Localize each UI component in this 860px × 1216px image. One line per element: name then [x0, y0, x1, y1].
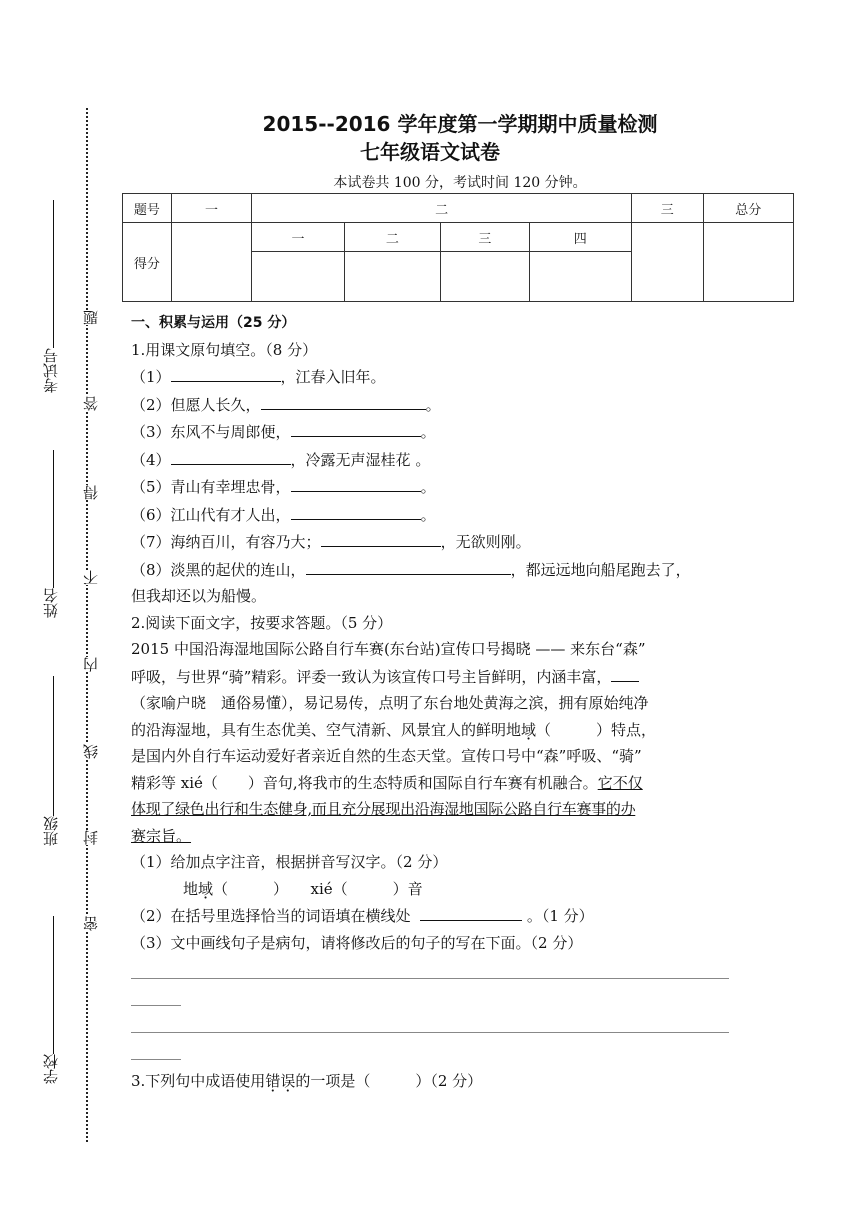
sub-question-3: （3）文中画线句子是病句，请将修改后的句子的写在下面。（2 分）	[131, 933, 583, 952]
answer-blank[interactable]	[611, 663, 639, 682]
fill-item-6: （6）江山代有才人出， 。	[131, 501, 731, 529]
binding-word: 不	[82, 570, 100, 585]
answer-blank[interactable]	[261, 391, 426, 410]
sub-question-1: （1）给加点字注音，根据拼音写汉字。（2 分）	[131, 853, 448, 871]
dotted-char: 误	[280, 1072, 296, 1090]
fill-item-2: （2）但愿人长久， 。	[131, 391, 731, 419]
exam-number-label: 考试号	[42, 348, 60, 393]
fill-item-8-continued: 但我却还以为船慢。	[131, 587, 267, 605]
exam-title: 2015--2016 学年度第一学期期中质量检测	[262, 112, 658, 136]
fill-item-1: （1） ，江春入旧年。	[131, 363, 731, 391]
passage-line: 的沿海湿地，具有生态优美、空气清新、风景宜人的鲜明地域（ ）特点，	[131, 720, 657, 739]
passage-line: 是国内外自行车运动爱好者亲近自然的生态天堂。宣传口号中“森”呼吸、“骑”	[131, 747, 642, 765]
underlined-sentence: 体现了绿色出行和生态健身,而且充分展现出沿海湿地国际公路自行车赛事的办	[131, 800, 636, 818]
class-field[interactable]	[40, 676, 61, 846]
fill-item-7: （7）海纳百川，有容乃大； ，无欲则刚。	[131, 528, 731, 556]
score-cell[interactable]	[631, 223, 703, 302]
question-1-title: 1.用课文原句填空。（8 分）	[131, 340, 318, 359]
score-table	[122, 193, 794, 302]
passage-line: 精彩等 xié（ ）音句,将我市的生态特质和国际自行车赛有机融合。它不仅	[131, 773, 643, 792]
exam-note: 本试卷共 100 分，考试时间 120 分钟。	[333, 175, 587, 191]
score-cell[interactable]	[171, 223, 252, 302]
binding-word: 线	[82, 744, 100, 759]
fill-item-3: （3）东风不与周郎便， 。	[131, 418, 731, 446]
binding-word: 内	[82, 657, 100, 672]
score-cell[interactable]	[441, 252, 529, 302]
name-label: 姓名	[42, 588, 60, 618]
binding-dotted-line	[86, 108, 88, 1142]
fill-item-8: （8）淡黑的起伏的连山， ，都远远地向船尾跑去了，	[131, 556, 731, 584]
answer-blank[interactable]	[291, 501, 421, 520]
question-3-title: 3.下列句中成语使用错误的一项是（ ）（2 分）	[131, 1072, 483, 1090]
score-cell[interactable]	[344, 252, 440, 302]
score-table-col-total: 总分	[703, 194, 794, 223]
fill-item-5: （5）青山有幸埋忠骨， 。	[131, 473, 731, 501]
score-table-col-1: 一	[171, 194, 252, 223]
score-cell[interactable]	[252, 252, 344, 302]
score-table-subcol: 三	[441, 223, 529, 252]
binding-word: 得	[82, 485, 100, 500]
passage-line: （家喻户晓 通俗易懂），易记易传，点明了东台地处黄海之滨，拥有原始纯净	[131, 694, 649, 712]
exam-body	[131, 310, 731, 1095]
exam-subtitle: 七年级语文试卷	[360, 140, 500, 164]
score-table-subcol: 一	[252, 223, 344, 252]
score-table-score-label: 得分	[123, 223, 172, 302]
score-table-subcol: 二	[344, 223, 440, 252]
dotted-char: 错	[265, 1072, 281, 1090]
underlined-sentence: 赛宗旨。	[131, 826, 192, 845]
passage-line: 2015 中国沿海湿地国际公路自行车赛(东台站)宣传口号揭晓 —— 来东台“森”	[131, 640, 646, 658]
answer-blank[interactable]	[321, 528, 441, 547]
answer-blank[interactable]	[291, 473, 421, 492]
question-2-title: 2.阅读下面文字，按要求答题。（5 分）	[131, 613, 393, 632]
name-field[interactable]	[40, 450, 61, 618]
dotted-char: 域	[198, 879, 214, 898]
score-table-col-3: 三	[631, 194, 703, 223]
score-table-header-label: 题号	[123, 194, 172, 223]
sub-question-1-answers: 地域（ ） xié（ ）音	[183, 879, 423, 898]
answer-blank[interactable]	[420, 902, 522, 921]
answer-blank[interactable]	[171, 446, 291, 465]
answer-blank[interactable]	[171, 363, 281, 382]
score-cell[interactable]	[529, 252, 631, 302]
fill-item-4: （4） ，冷露无声湿桂花 。	[131, 446, 731, 474]
passage-line: 呼吸，与世界“骑”精彩。评委一致认为该宣传口号主旨鲜明，内涵丰富，	[131, 663, 731, 691]
answer-blank[interactable]	[306, 556, 511, 575]
binding-word: 题	[82, 310, 100, 325]
score-table-col-2: 二	[252, 194, 632, 223]
underlined-sentence: 它不仅	[597, 773, 643, 792]
score-cell[interactable]	[703, 223, 794, 302]
binding-word: 密	[82, 916, 100, 931]
section-heading: 一、积累与运用（25 分）	[131, 315, 296, 331]
class-label: 班级	[42, 816, 60, 846]
school-label: 学校	[42, 1054, 60, 1084]
answer-blank[interactable]	[291, 418, 421, 437]
binding-word: 答	[82, 396, 100, 411]
exam-number-field[interactable]	[40, 200, 61, 393]
school-field[interactable]	[40, 916, 61, 1084]
sub-question-2: （2）在括号里选择恰当的词语填在横线处 。（1 分）	[131, 902, 731, 930]
binding-word: 封	[82, 830, 100, 845]
score-table-subcol: 四	[529, 223, 631, 252]
dotted-char: 域	[521, 720, 537, 739]
